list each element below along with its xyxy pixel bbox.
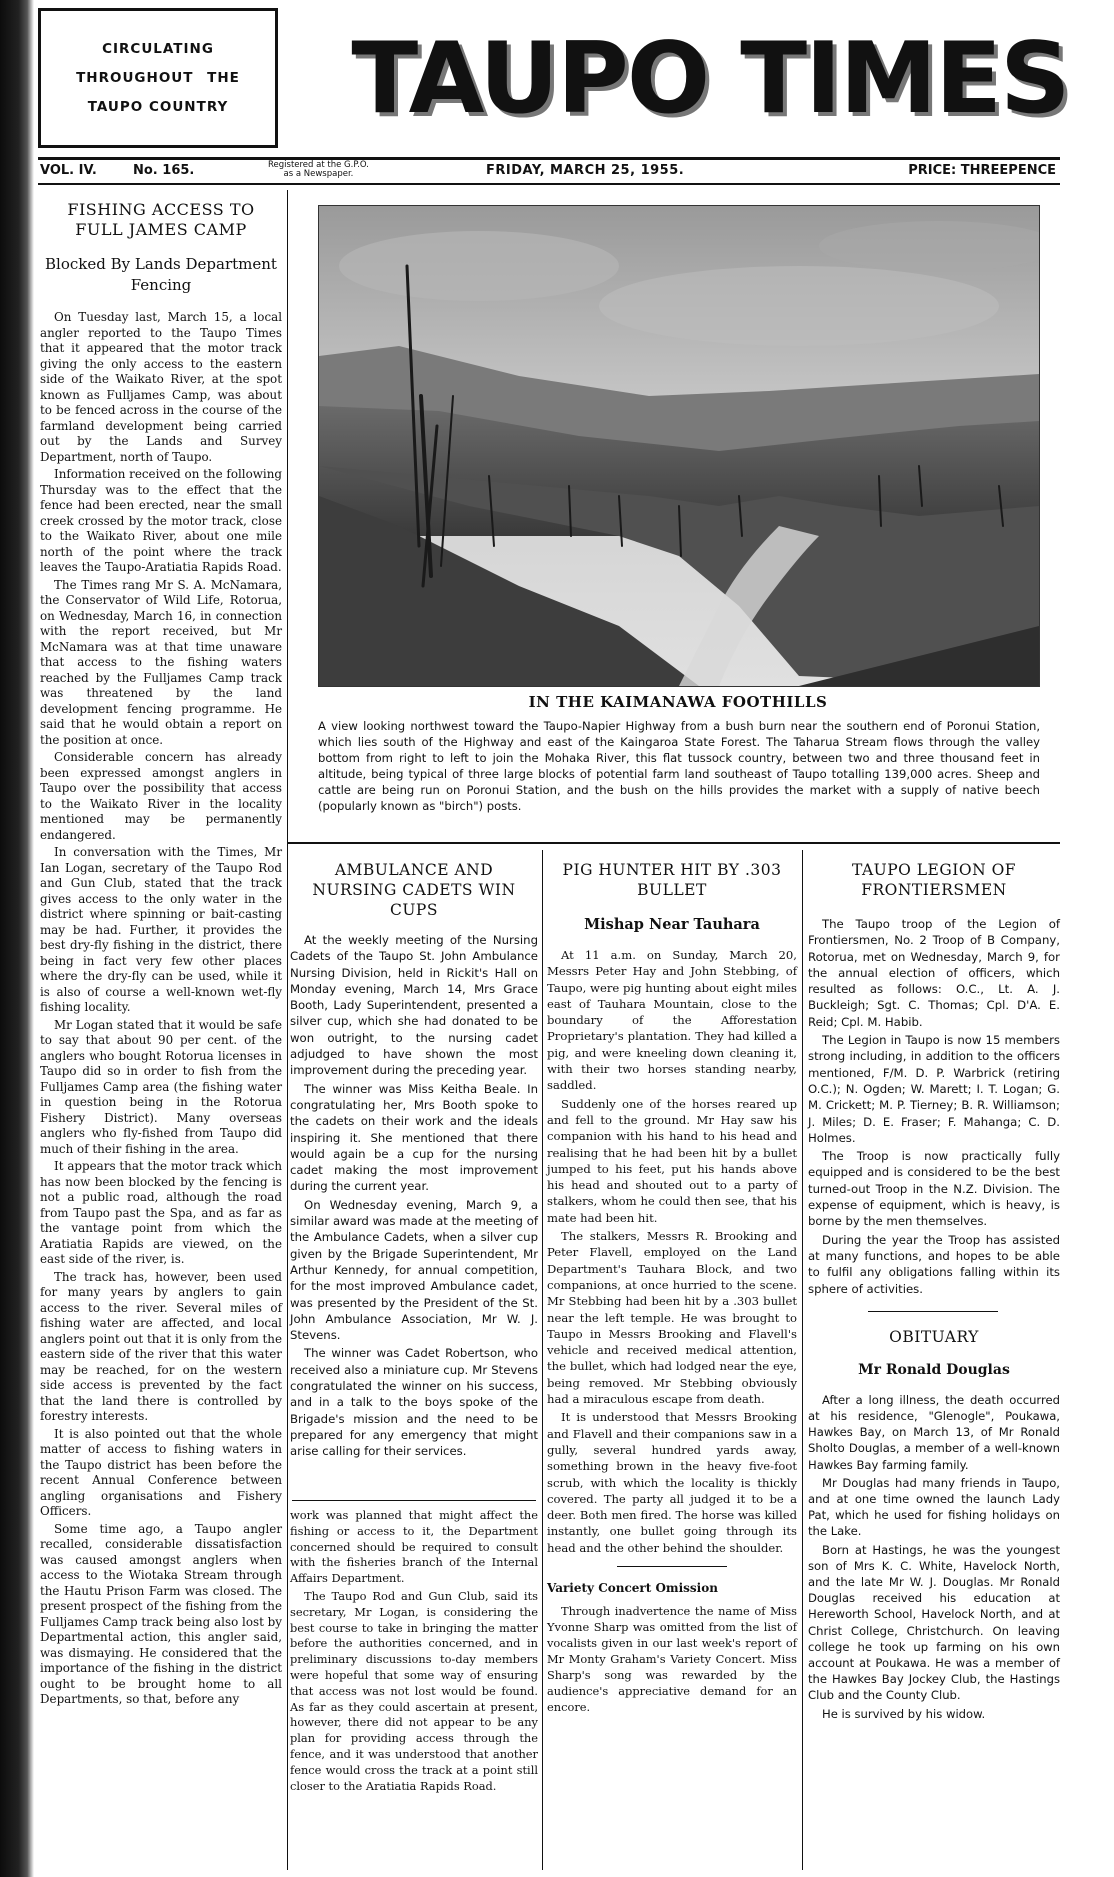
fishing-para: On Tuesday last, March 15, a local angler reported to the Taupo Times that it appeared that the motor track giving the only access to the eastern side of the Waikato River, at the spot known as Fulljames Camp, was about to be fenced across in the course of the farmland development being carried out by the Lands and Survey Department, north of Taupo.: [40, 310, 282, 464]
fishing-para: It is also pointed out that the whole matter of access to fishing waters in the Taupo district has been before the recent Annual Conference between angling organisations and Fishery Officers.: [40, 1426, 282, 1518]
variety-body: [547, 1603, 797, 1715]
ambulance-headline: AMBULANCE AND NURSING CADETS WIN CUPS: [312, 861, 516, 919]
pig-body: [547, 947, 797, 1556]
pig-para: Suddenly one of the horses reared up and fell to the ground. Mr Hay saw his companion with his hand to his head and realising that he had been hit by a bullet jumped to his feet, put his hands above his head and shouted out to a party of stalkers, whom he could then see, that his mate had been hit.: [547, 1096, 797, 1225]
pig-subhead: Mishap Near Tauhara: [584, 916, 760, 933]
ambulance-article: [290, 860, 538, 1462]
pig-para: At 11 a.m. on Sunday, March 20, Messrs Peter Hay and John Stebbing, of Taupo, were pig hunting about eight miles east of Tauhara Mountain, close to the boundary of the Afforestation Proprietary's plantation. They had killed a pig, and were kneeling down cleaning it, with their two horses standing nearby, saddled.: [547, 948, 797, 1093]
fishing-para: The track has, however, been used for many years by anglers to gain access to the river. Several miles of fishing water are affected, and local anglers point out that it is only from the eastern side of the river that this water may be reached, for on the western side access is prevented by the fact that the land there is controlled by forestry interests.: [40, 1269, 282, 1423]
ambulance-para: The winner was Cadet Robertson, who received also a miniature cup. Mr Stevens congratulated the winner on his success, and in a talk to the boys spoke of the Brigade's mission and the need to be prepared for any emergency that might arise calling for their services.: [290, 1346, 538, 1459]
obituary-headline: OBITUARY: [889, 1327, 979, 1346]
fishing-para: In conversation with the Times, Mr Ian Logan, secretary of the Taupo Rod and Gun Club, stated that the track gives access to the only water in the district where spinning or bait-casting may be had. Further, it provides the best dry-fly fishing in the district, there being in fact very few other places where the dry-fly can be used, while it is also of course a well-known wet-fly fishing locality.: [40, 845, 282, 1014]
legion-para: The Legion in Taupo is now 15 members strong including, in addition to the officers mentioned, F/M. D. P. Warbrick (retiring O.C.); N. Ogden; W. Marett; I. T. Logan; G. M. Crickett; M. P. Tierney; B. R. Williamson; J. Miles; D. E. Fraser; F. Mahanga; C. D. Holmes.: [808, 1033, 1060, 1145]
issue-date: FRIDAY, MARCH 25, 1955.: [486, 163, 685, 178]
obituary-body: [808, 1392, 1060, 1722]
masthead-title: TAUPO TIMES: [351, 22, 1069, 136]
fishing-article: [40, 200, 282, 1710]
pig-article: [547, 860, 797, 1717]
fishing-para: It appears that the motor track which has now been blocked by the fencing is not a public road, although the road from Taupo past the Spa, and as far as the vantage point from which the Aratiatia Rapids are viewed, on the east side of the river, is.: [40, 1159, 282, 1266]
ambulance-para: At the weekly meeting of the Nursing Cadets of the Taupo St. John Ambulance Nursing Division, held in Rickit's Hall on Monday evening, March 14, Mrs Grace Booth, Lady Superintendent, presented a silver cup, which she had donated to be won outright, to the nursing cadet adjudged to have shown the most improvement during the preceding year.: [290, 933, 538, 1078]
ambulance-body: [290, 932, 538, 1460]
legion-body: [808, 916, 1060, 1297]
fishing-headline: FISHING ACCESS TO FULL JAMES CAMP: [67, 200, 255, 239]
col-divider-left: [287, 190, 288, 1870]
col-divider-mid1: [542, 850, 543, 1870]
registered-line-2: as a Newspaper.: [283, 169, 354, 179]
registered-note: [268, 161, 369, 179]
scan-edge: [0, 0, 34, 1877]
volume: VOL. IV.: [40, 163, 97, 178]
obituary-para: Born at Hastings, he was the youngest son of Mrs K. C. White, Havelock North, and the late Mr W. J. Douglas. Mr Ronald Douglas received his education at Hereworth School, Havelock North, and at Christ College, Christchurch. On leaving college he took up farming on his own account at Poukawa. He was a member of the Hawkes Bay Jockey Club, the Hastings Club and the County Club.: [808, 1542, 1060, 1703]
obituary-para: He is survived by his widow.: [822, 1706, 986, 1721]
circulating-line-3: TAUPO COUNTRY: [87, 98, 229, 115]
pig-end-rule: [617, 1566, 727, 1567]
fishing-continued: [290, 1508, 538, 1796]
legion-end-rule: [868, 1311, 998, 1312]
dateline-rule-bottom: [38, 183, 1060, 185]
fishing-subhead: Blocked By Lands Department Fencing: [45, 255, 277, 294]
ambulance-para: On Wednesday evening, March 9, a similar award was made at the meeting of the Ambulance Cadets, when a silver cup given by the Brigade Superintendent, Mr Arthur Kennedy, for annual competition, for the most improved Ambulance cadet, was presented by the President of the St. John Ambulance Association, Mr W. J. Stevens.: [290, 1197, 538, 1343]
obituary-para: Mr Douglas had many friends in Taupo, and at one time owned the launch Lady Pat, which he used for fishing holidays on the Lake.: [808, 1475, 1060, 1539]
circulating-line-1: CIRCULATING: [102, 40, 214, 57]
legion-para: The Taupo troop of the Legion of Frontiersmen, No. 2 Troop of B Company, Rotorua, met on Wednesday, March 9, for the annual election of officers, which resulted as follows: O.C., Lt. A. J. Buckleigh; Sgt. C. Thomas; Cpl. D'A. E. Reid; Cpl. M. Habib.: [808, 917, 1060, 1029]
circulating-box: [38, 8, 278, 148]
legion-para: The Troop is now practically fully equipped and is considered to be the best turned-out Troop in the N.Z. Division. The expense of equipment, which is heavy, is borne by the men themselves.: [808, 1149, 1060, 1229]
fishing-cont-para: The Taupo Rod and Gun Club, said its secretary, Mr Logan, is considering the best course to take in bringing the matter before the authorities concerned, and in preliminary discussions to-day members were hopeful that some way of ensuring that access was not lost would be found. As far as they could ascertain at present, however, there did not appear to be any plan for providing access through the fence, and it was understood that another fence would cross the track at a point still closer to the Aratiatia Rapids Road.: [290, 1588, 538, 1793]
col-divider-mid2: [802, 850, 803, 1870]
landscape-image: [319, 206, 1039, 686]
kaimanawa-photo: [318, 205, 1040, 687]
obituary-para: After a long illness, the death occurred at his residence, "Glenogle", Poukawa, Hawkes Bay, on March 13, of Mr Ronald Sholto Douglas, a member of a well-known Hawkes Bay farming family.: [808, 1392, 1060, 1472]
fishing-para: Considerable concern has already been expressed amongst anglers in Taupo over the possibility that access to the Waikato River in the locality mentioned may be permanently endangered.: [40, 750, 282, 842]
ambulance-end-rule: [292, 1500, 536, 1501]
photo-section-rule: [288, 842, 1060, 844]
registered-line-1: Registered at the G.P.O.: [268, 160, 369, 170]
fishing-body: [40, 310, 282, 1708]
circulating-line-2: THROUGHOUT THE: [76, 69, 240, 86]
fishing-para: The Times rang Mr S. A. McNamara, the Conservator of Wild Life, Rotorua, on Wednesday, March 16, in connection with the report received, but Mr McNamara was at that time unaware that access to the fishing waters reached by the Fulljames Camp track was threatened by the land development fencing programme. He said that he would obtain a report on the position at once.: [40, 577, 282, 747]
variety-headline: Variety Concert Omission: [547, 1580, 718, 1595]
price: PRICE: THREEPENCE: [908, 163, 1056, 178]
obituary-subhead: Mr Ronald Douglas: [858, 1361, 1010, 1378]
pig-para: It is understood that Messrs Brooking and Flavell and their companions saw in a gully, several hundred yards away, something brown in the heavy five-foot scrub, with which the locality is thickly covered. The party all judged it to be a deer. Both men fired. The horse was killed instantly, one bullet going through its head and the other behind the shoulder.: [547, 1410, 797, 1555]
pig-para: The stalkers, Messrs R. Brooking and Peter Flavell, employed on the Land Department's Tauhara Block, and two companions, at once hurried to the scene. Mr Stebbing had been hit by a .303 bullet near the left temple. He was brought to Taupo in Messrs Brooking and Flavell's vehicle and received medical attention, the bullet, which had lodged near the eye, being removed. Mr Stebbing obviously had a miraculous escape from death.: [547, 1229, 797, 1407]
issue-number: No. 165.: [133, 163, 195, 178]
dateline: [38, 160, 1060, 182]
fishing-cont-para: work was planned that might affect the fishing or access to it, the Department concerned should be required to consult with the fisheries branch of the Internal Affairs Department.: [290, 1508, 538, 1586]
fishing-para: Information received on the following Thursday was to the effect that the fence had been erected, near the small creek crossed by the motor track, close to the Waikato River, about one mile north of the point where the track leaves the Taupo-Aratiatia Rapids Road.: [40, 467, 282, 574]
legion-article: [808, 860, 1060, 1724]
photo-caption-title: IN THE KAIMANAWA FOOTHILLS: [528, 693, 828, 711]
photo-caption-text: A view looking northwest toward the Taupo-Napier Highway from a bush burn near the southern end of Poronui Station, which lies south of the Highway and east of the Kaingaroa State Forest. The Taharua Stream flows through the valley bottom from right to left to join the Mohaka River, this flat tussock country, between two and three thousand feet in altitude, being typical of three large blocks of potential farm land southeast of Taupo totalling 139,000 acres. Sheep and cattle are being run on Poronui Station, and the bush on the hills provides the market with a supply of native beech (popularly known as "birch") posts.: [318, 719, 1040, 813]
legion-para: During the year the Troop has assisted at many functions, and hopes to be able to fulfil any obligations falling within its sphere of activities.: [808, 1232, 1060, 1296]
variety-para: Through inadvertence the name of Miss Yvonne Sharp was omitted from the list of vocalists given in our last week's report of Mr Monty Graham's Variety Concert. Miss Sharp's song was rewarded by the audience's appreciative demand for an encore.: [547, 1603, 797, 1714]
pig-headline: PIG HUNTER HIT BY .303 BULLET: [562, 861, 782, 899]
fishing-para: Mr Logan stated that it would be safe to say that about 90 per cent. of the anglers who bought Rotorua licenses in Taupo did so in order to fish from the Fulljames Camp area (the fishing water in question being in the Rotorua Fishery District). Many overseas anglers who fly-fished from Taupo did much of their fishing in the area.: [40, 1017, 282, 1156]
fishing-para: Some time ago, a Taupo angler recalled, considerable dissatisfaction was caused amongst anglers when access to the Wiotaka Stream through the Hautu Prison Farm was closed. The present prospect of the fishing from the Fulljames Camp track being also lost by Departmental action, this angler said, was dismaying. He considered that the importance of the fishing in the district ought to be brought home to all Departments, so that, before any: [40, 1521, 282, 1706]
ambulance-para: The winner was Miss Keitha Beale. In congratulating her, Mrs Booth spoke to the cadets on their work and the ideals inspiring it. She mentioned that there would again be a cup for the nursing cadet making the most improvement during the current year.: [290, 1081, 538, 1194]
legion-headline: TAUPO LEGION OF FRONTIERSMEN: [851, 861, 1017, 899]
